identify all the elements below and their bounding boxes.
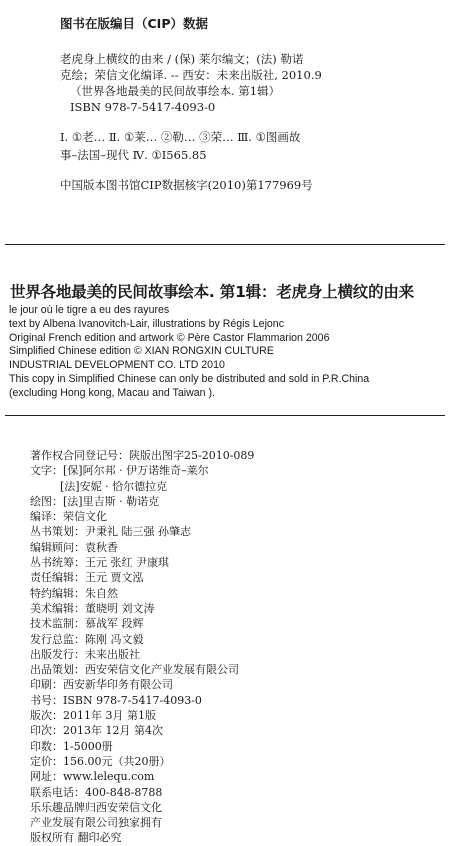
english-line: Simplified Chinese edition © XIAN RONGXIN CULTURE <box>9 345 274 358</box>
cip-verification-number: 中国版本图书馆CIP数据核字(2010)第177969号 <box>60 178 313 192</box>
classification-line: Ⅰ. ①老… Ⅱ. ①莱… ②勒… ③荣… Ⅲ. ①图画故 <box>60 130 301 144</box>
classification-line: 事–法国–现代 Ⅳ. ①I565.85 <box>60 148 207 162</box>
cip-line: 克绘；荣信文化编译. -- 西安：未来出版社, 2010.9 <box>60 68 322 82</box>
cip-record <box>60 51 440 115</box>
credit-line: 发行总监：陈刚 冯文毅 <box>30 632 144 646</box>
cip-heading: 图书在版编目（CIP）数据 <box>60 16 208 31</box>
credit-line: 版次：2011年 3月 第1版 <box>30 709 156 723</box>
credit-line: 编辑顾问：袁秋香 <box>30 540 118 554</box>
english-line: text by Albena Ivanovitch-Lair, illustrations by Régis Lejonc <box>9 317 284 330</box>
credit-line: 联系电话：400-848-8788 <box>30 785 163 799</box>
credit-line: 定价：156.00元（共20册） <box>30 754 171 768</box>
credit-line: 文字：[保]阿尔邦 · 伊万诺维奇–莱尔 <box>30 464 209 478</box>
english-line: INDUSTRIAL DEVELOPMENT CO. LTD 2010 <box>9 359 225 372</box>
credit-line: 版权所有 翻印必究 <box>30 831 122 845</box>
credit-line: 印次：2013年 12月 第4次 <box>30 724 163 738</box>
cip-classification <box>60 128 440 164</box>
credit-line: 产业发展有限公司独家拥有 <box>30 816 162 830</box>
credit-line: [法]安妮 · 恰尔德拉克 <box>60 479 168 493</box>
credit-line: 丛书统筹：王元 张红 尹康琪 <box>30 556 169 570</box>
english-line: Original French edition and artwork © Père Castor Flammarion 2006 <box>9 331 330 344</box>
credit-line: 美术编辑：董晓明 刘文涛 <box>30 601 155 615</box>
credit-line: 印数：1-5000册 <box>30 739 113 753</box>
divider-top <box>5 244 445 245</box>
credit-line: 乐乐趣品牌归西安荣信文化 <box>30 800 162 814</box>
book-title: 世界各地最美的民间故事绘本. 第1辑：老虎身上横纹的由来 <box>10 283 414 301</box>
cip-line: 老虎身上横纹的由来 / (保) 莱尔编文；(法) 勒诺 <box>60 52 304 66</box>
cip-line: （世界各地最美的民间故事绘本. 第1辑） <box>70 84 281 98</box>
english-line: le jour où le tigre a eu des rayures <box>9 304 170 316</box>
credit-line: 著作权合同登记号：陕版出图字25-2010-089 <box>30 449 255 462</box>
credit-line: 丛书策划：尹秉礼 陆三强 孙肇志 <box>30 525 191 539</box>
credit-line: 责任编辑：王元 贾文泓 <box>30 571 144 585</box>
credit-line: 技术监制：慕战军 段辉 <box>30 617 144 631</box>
credit-line: 网址：www.lelequ.com <box>30 770 155 784</box>
english-line: This copy in Simplified Chinese can only be distributed and sold in P.R.China <box>9 372 370 385</box>
publication-credits <box>30 448 430 846</box>
credit-line: 出版发行：未来出版社 <box>30 647 140 661</box>
credit-line: 出品策划：西安荣信文化产业发展有限公司 <box>30 663 239 677</box>
divider-middle <box>5 415 445 416</box>
credit-line: 特约编辑：朱自然 <box>30 586 118 600</box>
english-credits <box>9 304 445 401</box>
credit-line: 印刷：西安新华印务有限公司 <box>30 678 173 692</box>
credit-line: 书号：ISBN 978-7-5417-4093-0 <box>30 693 202 707</box>
credit-line: 编译：荣信文化 <box>30 510 107 524</box>
english-line: (excluding Hong kong, Macau and Taiwan ). <box>9 386 215 399</box>
credit-line: 绘图：[法]里吉斯 · 勒诺克 <box>30 494 160 508</box>
cip-line: ISBN 978-7-5417-4093-0 <box>70 100 216 114</box>
